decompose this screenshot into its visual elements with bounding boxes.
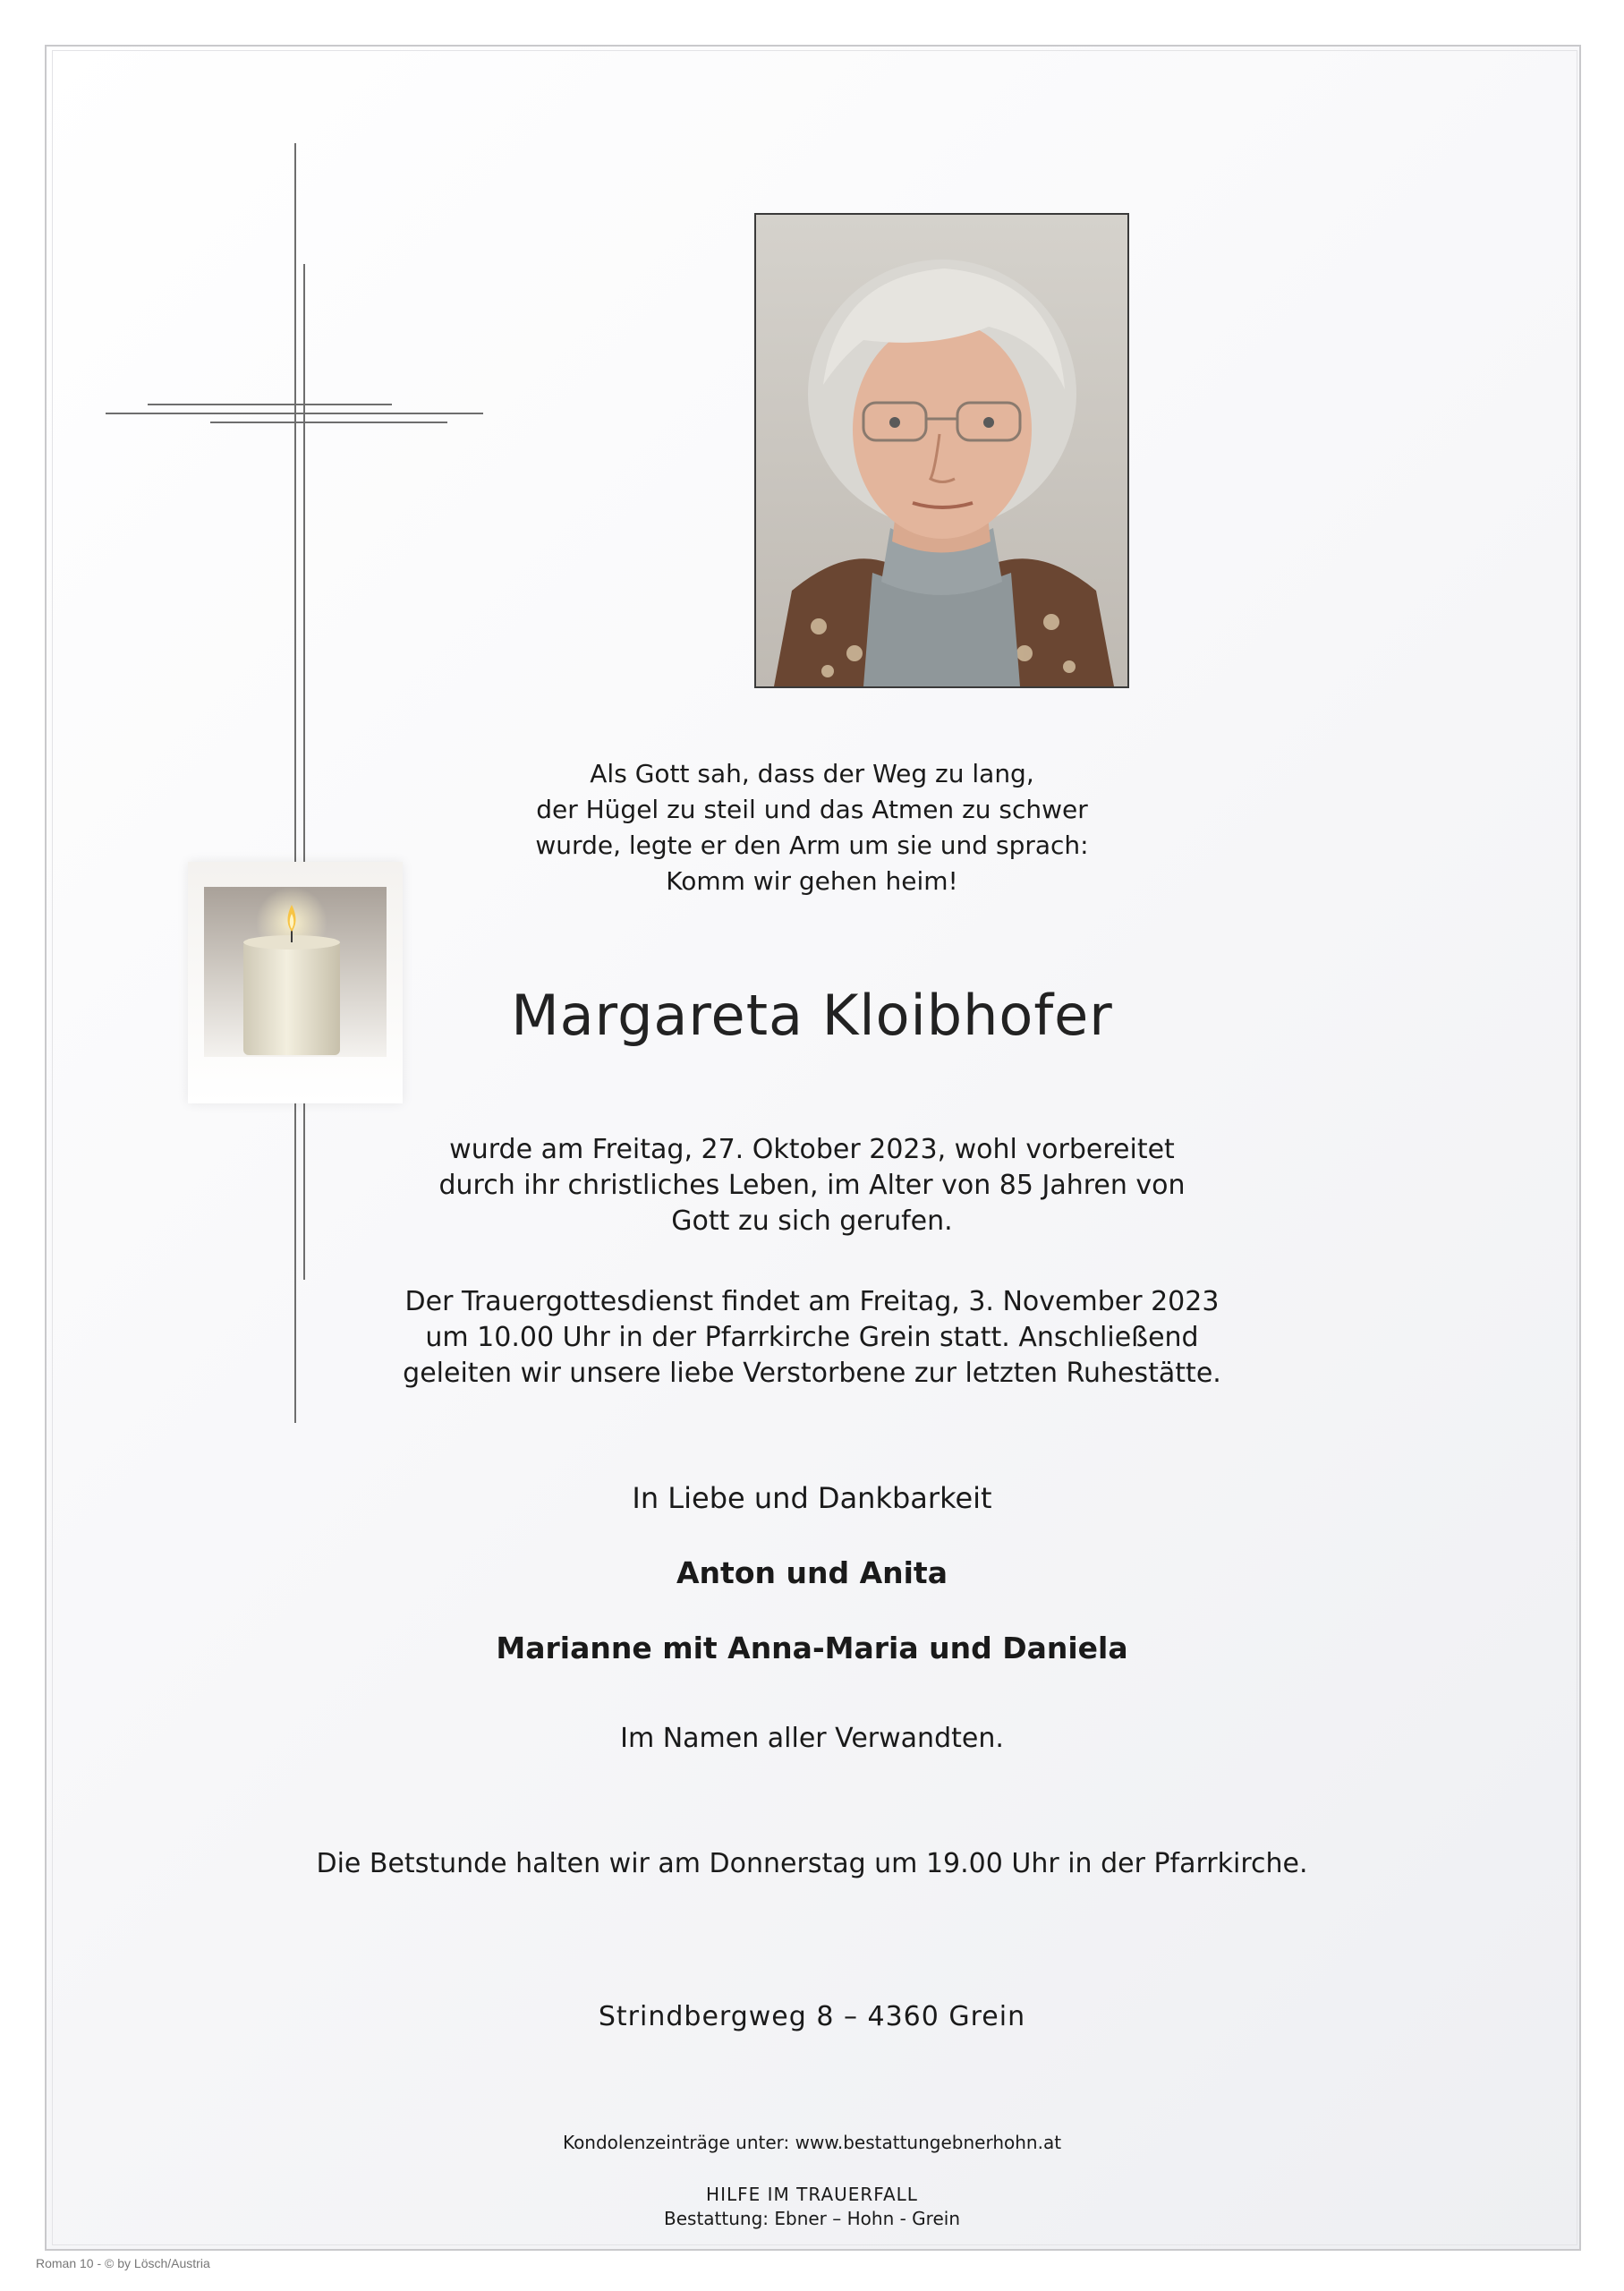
- death-notice-line: durch ihr christliches Leben, im Alter von 85 Jahren von: [438, 1170, 1186, 1201]
- death-notice-line: wurde am Freitag, 27. Oktober 2023, wohl vorbereitet: [449, 1134, 1175, 1165]
- relatives-line: Im Namen aller Verwandten.: [620, 1723, 1004, 1754]
- family-name: Marianne mit Anna-Maria und Daniela: [496, 1631, 1128, 1665]
- address: Strindbergweg 8 – 4360 Grein: [598, 2001, 1026, 2032]
- portrait-photo: [754, 213, 1129, 688]
- service-line: um 10.00 Uhr in der Pfarrkirche Grein statt. Anschließend: [425, 1322, 1199, 1353]
- prayer-hour: Die Betstunde halten wir am Donnerstag um 19.00 Uhr in der Pfarrkirche.: [316, 1848, 1308, 1879]
- funeral-home-label: HILFE IM TRAUERFALL: [706, 2184, 918, 2205]
- funeral-home-name: Bestattung: Ebner – Hohn - Grein: [664, 2208, 960, 2229]
- condolences-link[interactable]: Kondolenzeinträge unter: www.bestattungebnerhohn.at: [562, 2132, 1062, 2153]
- poem-line: Als Gott sah, dass der Weg zu lang,: [590, 759, 1034, 788]
- service-info: [0, 1284, 1624, 1392]
- death-notice: [0, 1132, 1624, 1239]
- template-mark: Roman 10 - © by Lösch/Austria: [36, 2256, 210, 2270]
- mourners-intro: In Liebe und Dankbarkeit: [632, 1481, 992, 1515]
- service-line: geleiten wir unsere liebe Verstorbene zur letzten Ruhestätte.: [403, 1358, 1221, 1389]
- deceased-name: Margareta Kloibhofer: [511, 983, 1113, 1048]
- poem-line: der Hügel zu steil und das Atmen zu schwer: [536, 795, 1088, 824]
- family-name: Anton und Anita: [676, 1555, 948, 1590]
- poem: [0, 756, 1624, 899]
- service-line: Der Trauergottesdienst findet am Freitag, 3. November 2023: [404, 1286, 1220, 1317]
- poem-line: wurde, legte er den Arm um sie und sprach:: [535, 830, 1089, 860]
- poem-line: Komm wir gehen heim!: [666, 866, 958, 896]
- death-notice-line: Gott zu sich gerufen.: [671, 1205, 953, 1237]
